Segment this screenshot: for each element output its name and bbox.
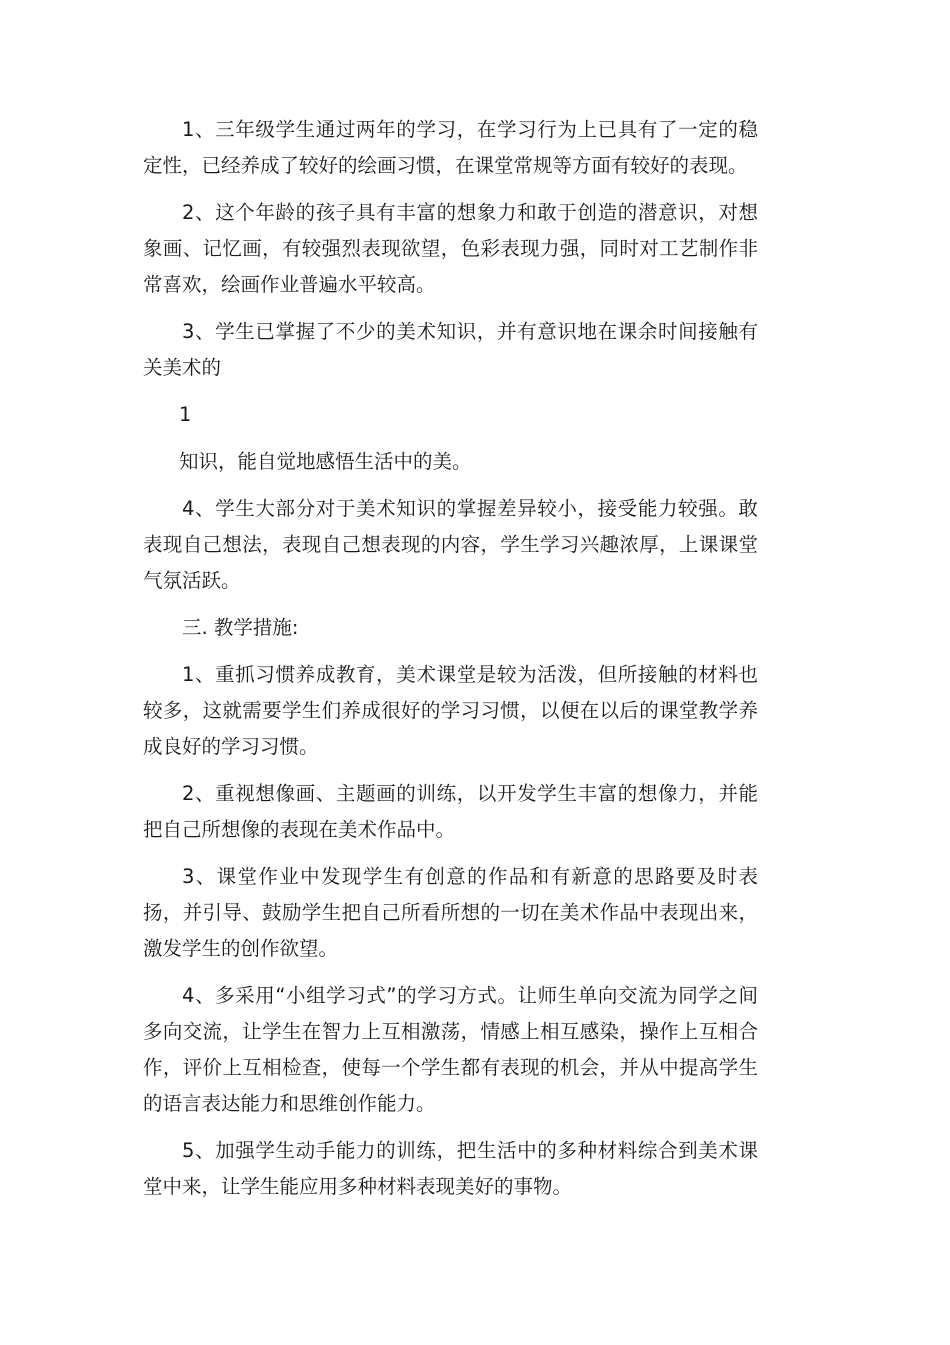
paragraph-measure-habits: 1、重抓习惯养成教育，美术课堂是较为活泼，但所接触的材料也较多，这就需要学生们养成很好的学习习惯，以便在以后的课堂教学养成良好的学习习惯。: [143, 663, 758, 758]
paragraph-measure-praise: 3、课堂作业中发现学生有创意的作品和有新意的思路要及时表扬，并引导、鼓励学生把自己所看所想的一切在美术作品中表现出来，激发学生的创作欲望。: [143, 865, 758, 960]
section-heading-teaching-measures: 三. 教学措施:: [182, 616, 299, 639]
paragraph-measure-imagination: 2、重视想像画、主题画的训练，以开发学生丰富的想像力，并能把自己所想像的表现在美术作品中。: [143, 782, 758, 841]
paragraph-measure-group-learning: 4、多采用“小组学习式”的学习方式。让师生单向交流为同学之间多向交流，让学生在智力上互相激荡，情感上相互感染，操作上互相合作，评价上互相检查，使每一个学生都有表现的机会，并从中提高学生的语言表达能力和思维创作能力。: [143, 984, 758, 1115]
paragraph-student-stability: 1、三年级学生通过两年的学习，在学习行为上已具有了一定的稳定性，已经养成了较好的绘画习惯，在课堂常规等方面有较好的表现。: [143, 118, 758, 177]
document-body: [143, 112, 758, 1216]
paragraph-art-knowledge-continued: 知识，能自觉地感悟生活中的美。: [179, 450, 472, 473]
paragraph-student-imagination: 2、这个年龄的孩子具有丰富的想象力和敢于创造的潜意识，对想象画、记忆画，有较强烈表现欲望，色彩表现力强，同时对工艺制作非常喜欢，绘画作业普遍水平较高。: [143, 201, 758, 296]
paragraph-art-knowledge: 3、学生已掌握了不少的美术知识，并有意识地在课余时间接触有关美术的: [143, 320, 758, 379]
paragraph-student-differences: 4、学生大部分对于美术知识的掌握差异较小，接受能力较强。敢表现自己想法，表现自己想表现的内容，学生学习兴趣浓厚，上课课堂气氛活跃。: [143, 497, 758, 592]
page-number: 1: [179, 403, 192, 426]
paragraph-measure-hands-on: 5、加强学生动手能力的训练，把生活中的多种材料综合到美术课堂中来，让学生能应用多种材料表现美好的事物。: [143, 1139, 758, 1198]
